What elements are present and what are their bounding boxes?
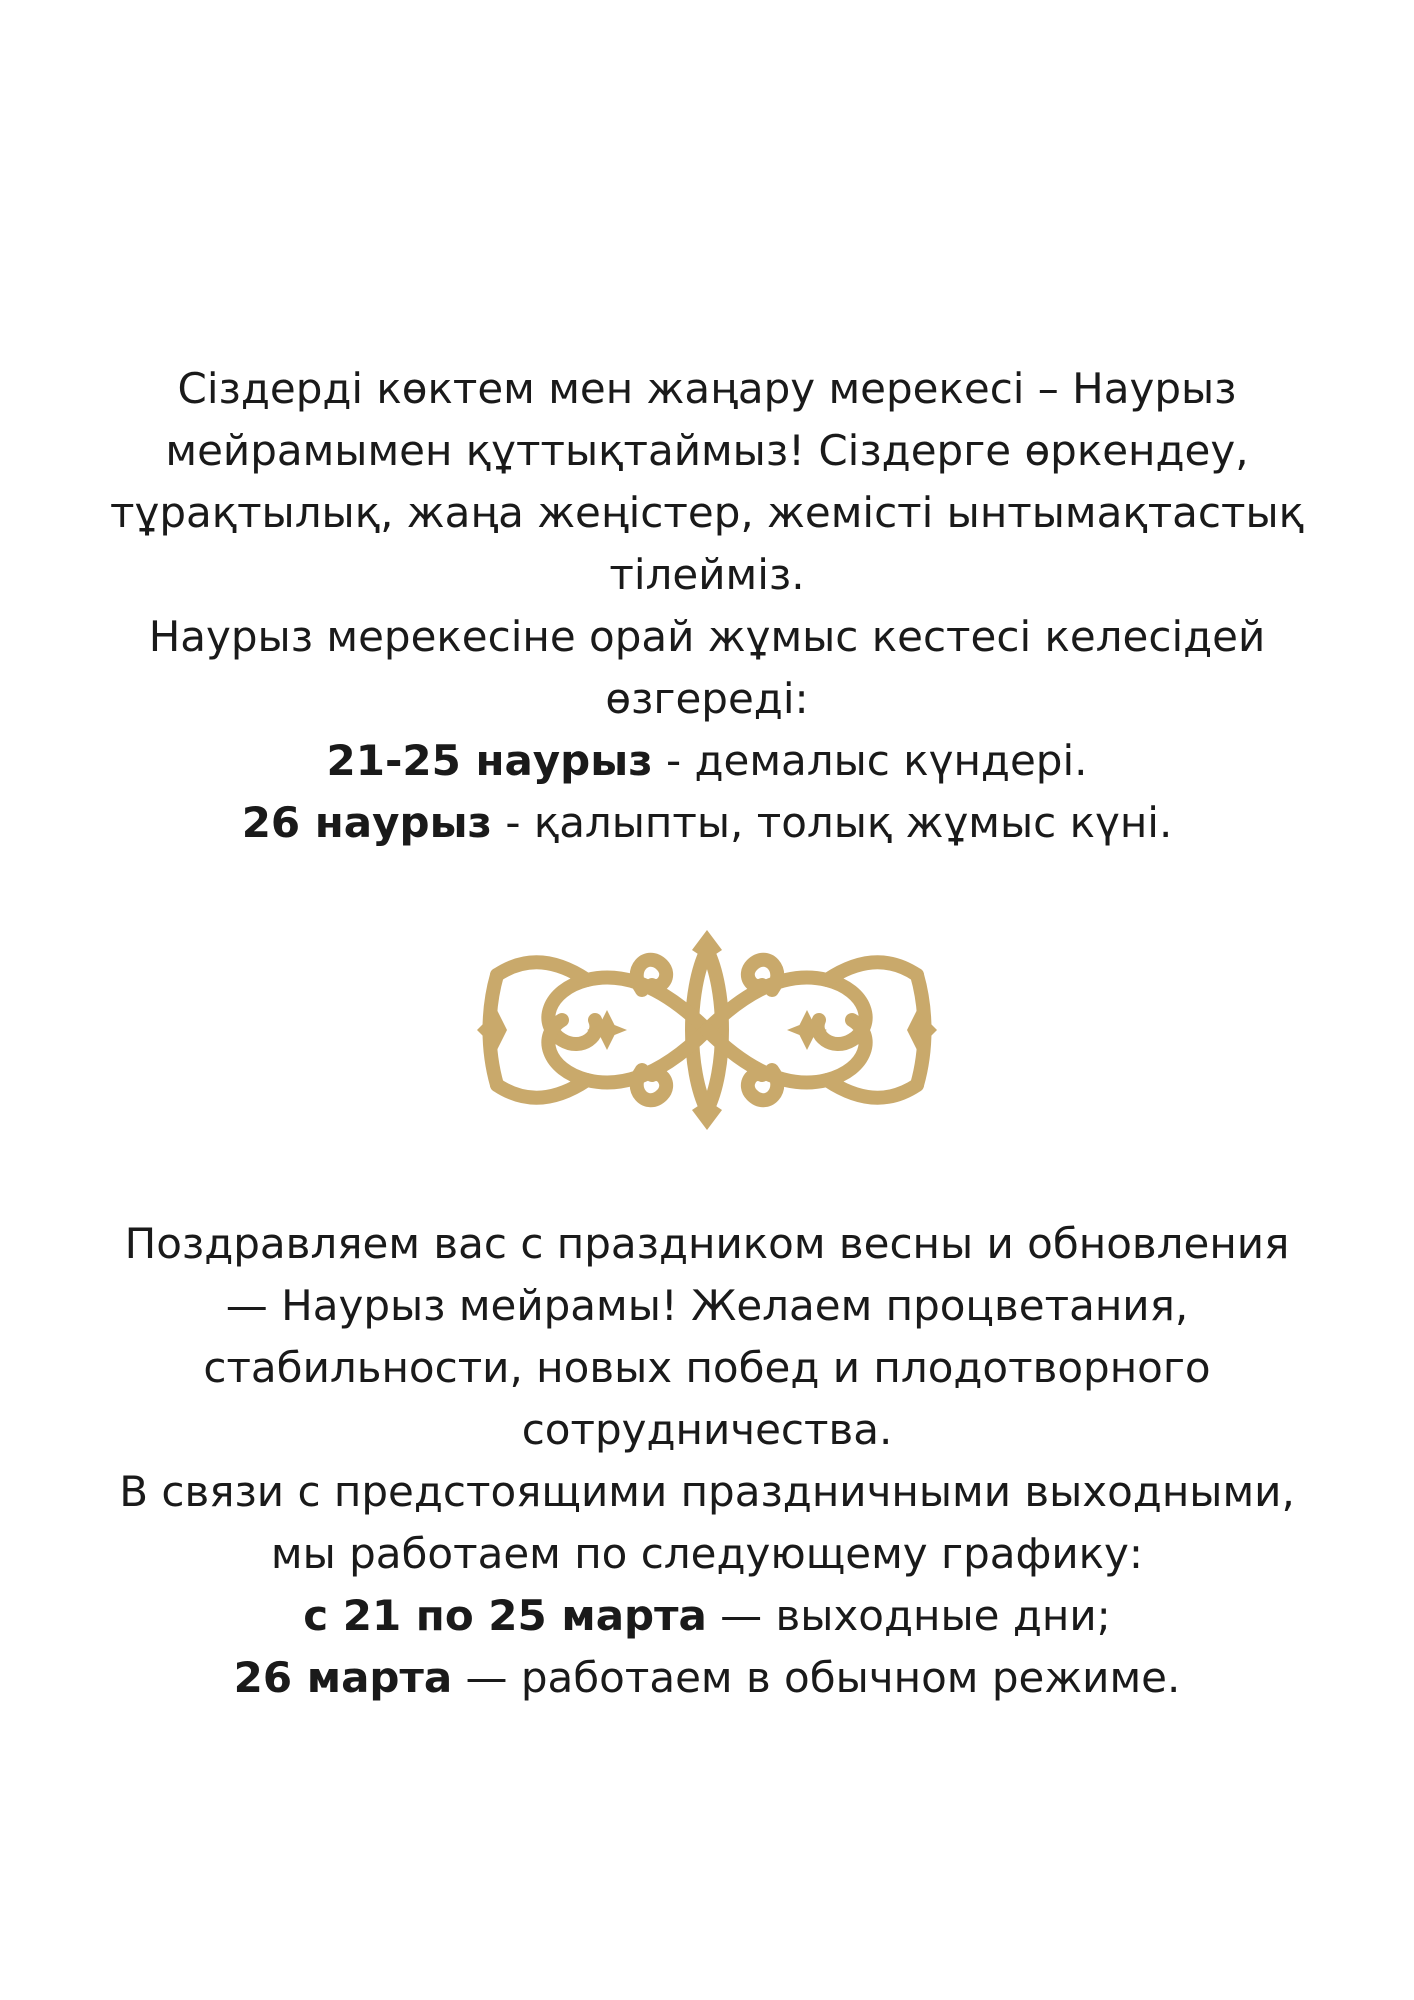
ru-schedule-intro-line-2: мы работаем по следующему графику:: [270, 1529, 1144, 1578]
ru-holiday-line: [100, 1585, 1314, 1647]
kz-greeting-line-2: мейрамымен құттықтаймыз! Сіздерге өркендеу,: [165, 426, 1249, 475]
kz-workday-text: - қалыпты, толық жұмыс күні.: [491, 798, 1173, 847]
kz-schedule-intro-line-1: Наурыз мерекесіне орай жұмыс кестесі келесідей: [148, 612, 1266, 661]
kz-workday-line: [100, 792, 1314, 854]
ru-workday-line: [100, 1647, 1314, 1709]
ru-workday-text: — работаем в обычном режиме.: [452, 1653, 1181, 1702]
kz-greeting-line-4: тілейміз.: [609, 550, 805, 599]
ru-schedule-intro-line-1: В связи с предстоящими праздничными выходными,: [119, 1467, 1295, 1516]
kz-holiday-text: - демалыс күндері.: [652, 736, 1088, 785]
ru-holiday-text: — выходные дни;: [706, 1591, 1111, 1640]
russian-announcement: [100, 1213, 1314, 1709]
kz-holiday-dates: 21-25 наурыз: [326, 736, 653, 785]
ru-greeting-line-3: стабильности, новых побед и плодотворного: [203, 1343, 1211, 1392]
ru-greeting-line-2: — Наурыз мейрамы! Желаем процветания,: [225, 1281, 1189, 1330]
ru-workday-date: 26 марта: [233, 1653, 453, 1702]
ru-holiday-dates: с 21 по 25 марта: [303, 1591, 707, 1640]
ru-greeting-line-4: сотрудничества.: [521, 1405, 893, 1454]
kazakh-ornament-icon: [477, 930, 937, 1130]
kazakh-announcement: [100, 358, 1314, 854]
kz-schedule-intro-line-2: өзгереді:: [605, 674, 809, 723]
kz-holiday-line: [100, 730, 1314, 792]
kz-workday-date: 26 наурыз: [241, 798, 492, 847]
kz-greeting-line-1: Сіздерді көктем мен жаңару мерекесі – Наурыз: [177, 364, 1237, 413]
ru-greeting-line-1: Поздравляем вас с праздником весны и обновления: [124, 1219, 1290, 1268]
kz-greeting-line-3: тұрақтылық, жаңа жеңістер, жемісті ынтымақтастық: [110, 488, 1304, 537]
